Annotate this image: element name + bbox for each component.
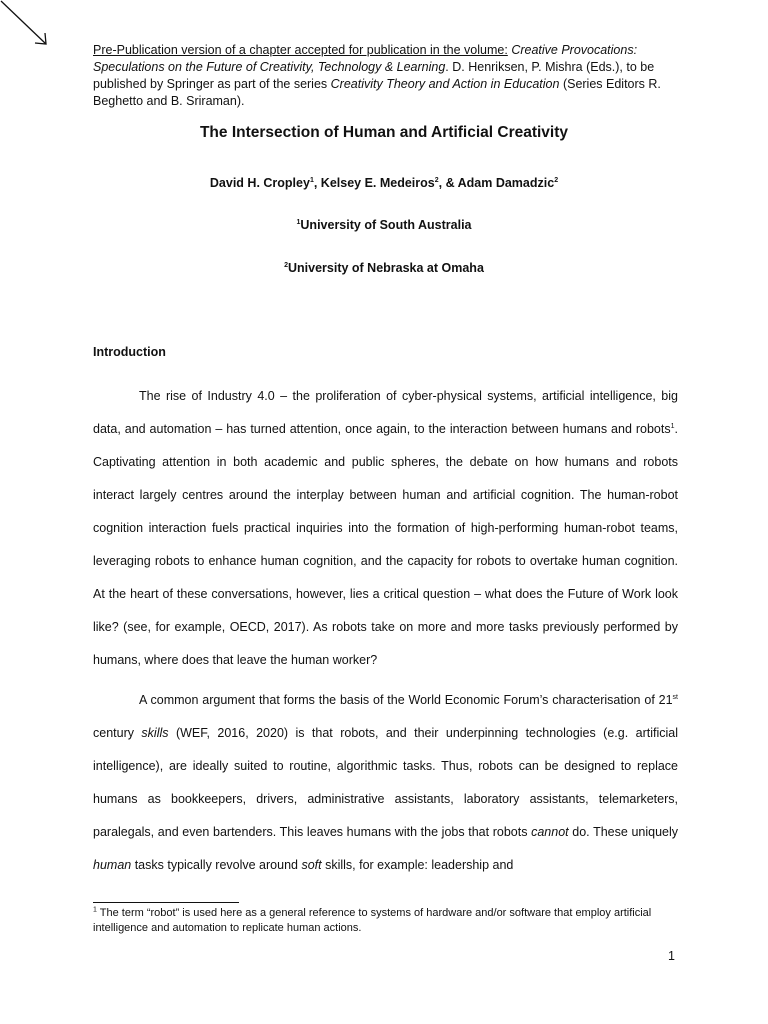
- body-paragraph-1: [93, 380, 678, 677]
- footnote-reference: 1: [670, 422, 675, 430]
- footnote-marker: 1: [93, 906, 97, 914]
- affiliation-name: University of South Australia: [300, 218, 472, 232]
- body-paragraph-2: [93, 684, 678, 882]
- paragraph-text: tasks typically revolve around: [131, 858, 302, 872]
- affiliation-marker: 2: [284, 261, 288, 269]
- affiliation-1: [0, 218, 768, 232]
- paragraph-text: The rise of Industry 4.0 – the proliferation of cyber-physical systems, artificial intelligence, big data, and automation – has turned attention, once again, to the interaction between humans and robots: [93, 389, 678, 436]
- paragraph-text: do. These uniquely: [568, 825, 679, 839]
- author-name: David H. Cropley: [209, 176, 310, 190]
- author-name: , & Adam Damadzic: [438, 176, 555, 190]
- paragraph-text: A common argument that forms the basis of the World Economic Forum’s characterisation of 21: [139, 693, 673, 707]
- affiliation-marker: 2: [434, 176, 439, 184]
- footnote-divider: [93, 902, 239, 903]
- publication-note: [93, 42, 681, 110]
- editors-text: . D. Henriksen, P. Mishra (Eds.), to be published by Springer as part of the series: [93, 60, 655, 91]
- paragraph-text: century: [93, 726, 142, 740]
- emphasis-text: cannot: [531, 825, 569, 839]
- affiliation-marker: 1: [296, 218, 301, 226]
- paragraph-text: (WEF, 2016, 2020) is that robots, and their underpinning technologies (e.g. artificial intelligence), are ideally suited to routine, algorithmic tasks. Thus, robots can be designed to replace humans as bookkeepers, drivers, administrative assistants, laboratory assistants, telemarketers, paralegals, and even bartenders. This leaves humans with the jobs that robots: [93, 726, 678, 839]
- footnote-text: The term “robot” is used here as a general reference to systems of hardware and/or software that employ artificial intelligence and automation to replicate human actions.: [93, 907, 652, 934]
- paragraph-text: . Captivating attention in both academic and public spheres, the debate on how humans and robots interact largely centres around the interplay between human and artificial cognition. The human-robot cognition interaction fuels practical inquiries into the formation of high-performing human-robot teams, leveraging robots to enhance human cognition, and the capacity for robots to overtake human cognition. At the heart of these conversations, however, lies a critical question – what does the Future of Work look like? (see, for example, OECD, 2017). As robots take on more and more tasks previously performed by humans, where does that leave the human worker?: [93, 422, 678, 667]
- author-name: , Kelsey E. Medeiros: [313, 176, 435, 190]
- book-title: Creative Provocations: Speculations on the Future of Creativity, Technology & Learning: [93, 43, 638, 74]
- footnote: [93, 906, 678, 936]
- section-heading: Introduction: [93, 345, 166, 359]
- page-number: 1: [668, 949, 675, 963]
- author-list: [0, 176, 768, 190]
- emphasis-text: skills: [141, 726, 169, 740]
- series-editors-text: (Series Editors R. Beghetto and B. Sriraman).: [93, 77, 661, 108]
- emphasis-text: soft: [301, 858, 322, 872]
- series-title: Creativity Theory and Action in Education: [330, 77, 560, 91]
- emphasis-text: human: [93, 858, 132, 872]
- chapter-title: The Intersection of Human and Artificial Creativity: [199, 124, 569, 141]
- affiliation-2: [0, 261, 768, 275]
- paragraph-text: skills, for example: leadership and: [321, 858, 514, 872]
- publication-note-lead: Pre-Publication version of a chapter accepted for publication in the volume:: [93, 43, 508, 57]
- affiliation-marker: 2: [554, 176, 559, 184]
- ordinal-suffix: st: [672, 693, 678, 701]
- arrow-annotation-icon: [0, 0, 52, 50]
- affiliation-marker: 1: [309, 176, 314, 184]
- affiliation-name: University of Nebraska at Omaha: [287, 261, 484, 275]
